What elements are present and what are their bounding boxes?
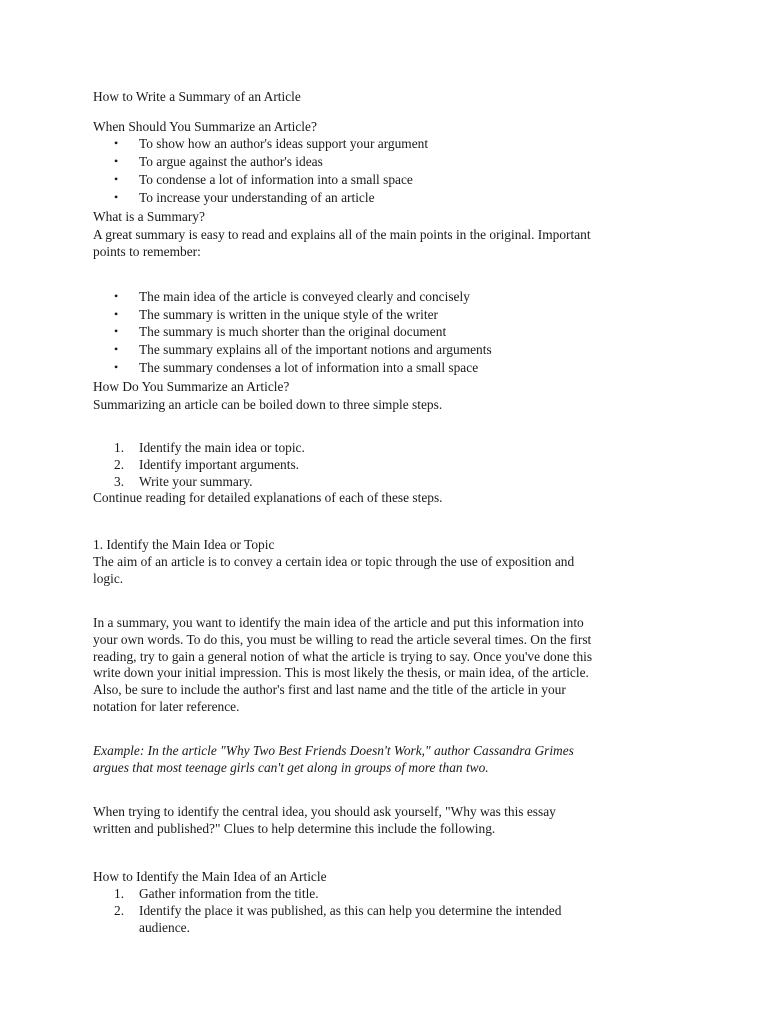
list-item: Identify the place it was published, as this can help you determine the intended [139, 903, 562, 918]
paragraph-line: reading, try to gain a general notion of what the article is trying to say. Once you've done this [93, 649, 593, 664]
list-item: Write your summary. [139, 474, 253, 489]
list-item: Gather information from the title. [139, 886, 319, 901]
bullet-icon: • [114, 342, 119, 356]
paragraph-line: notation for later reference. [93, 699, 240, 714]
list-item: The main idea of the article is conveyed clearly and concisely [139, 289, 470, 304]
list-number: 2. [114, 457, 125, 472]
bullet-icon: • [114, 307, 119, 321]
document-title: How to Write a Summary of an Article [93, 89, 301, 104]
paragraph-line: A great summary is easy to read and explains all of the main points in the original. Important [93, 227, 591, 242]
paragraph-line: Also, be sure to include the author's first and last name and the title of the article in your [93, 682, 566, 697]
list-item: The summary is much shorter than the original document [139, 324, 447, 339]
bullet-icon: • [114, 360, 119, 374]
section-heading-identify-main-idea: How to Identify the Main Idea of an Article [93, 869, 327, 884]
list-item: The summary condenses a lot of information into a small space [139, 360, 479, 375]
paragraph-line: points to remember: [93, 244, 201, 259]
list-item: To increase your understanding of an article [139, 190, 375, 205]
list-item: The summary explains all of the important notions and arguments [139, 342, 492, 357]
paragraph-line: your own words. To do this, you must be willing to read the article several times. On the first [93, 632, 592, 647]
list-item-continuation: audience. [139, 920, 190, 935]
section-heading-how: How Do You Summarize an Article? [93, 379, 290, 394]
list-number: 3. [114, 474, 125, 489]
bullet-icon: • [114, 136, 119, 150]
list-item: To condense a lot of information into a small space [139, 172, 413, 187]
paragraph-line: logic. [93, 571, 124, 586]
bullet-icon: • [114, 172, 119, 186]
example-line: Example: In the article "Why Two Best Friends Doesn't Work," author Cassandra Grimes [93, 743, 574, 758]
list-item: Identify the main idea or topic. [139, 440, 305, 455]
list-item: To show how an author's ideas support your argument [139, 136, 429, 151]
paragraph-line: written and published?" Clues to help determine this include the following. [93, 821, 496, 836]
paragraph-line: In a summary, you want to identify the main idea of the article and put this information into [93, 615, 584, 630]
list-number: 1. [114, 440, 125, 455]
bullet-icon: • [114, 154, 119, 168]
bullet-icon: • [114, 190, 119, 204]
list-item: To argue against the author's ideas [139, 154, 323, 169]
section-heading-what: What is a Summary? [93, 209, 205, 224]
section-heading-when: When Should You Summarize an Article? [93, 119, 317, 134]
section-heading-identify: 1. Identify the Main Idea or Topic [93, 537, 275, 552]
list-item: Identify important arguments. [139, 457, 300, 472]
example-line: argues that most teenage girls can't get along in groups of more than two. [93, 760, 489, 775]
list-number: 1. [114, 886, 125, 901]
paragraph-line: Summarizing an article can be boiled down to three simple steps. [93, 397, 443, 412]
list-number: 2. [114, 903, 125, 918]
paragraph-line: write down your initial impression. This is most likely the thesis, or main idea, of the article. [93, 665, 589, 680]
list-item: The summary is written in the unique style of the writer [139, 307, 438, 322]
bullet-icon: • [114, 324, 119, 338]
paragraph-line: The aim of an article is to convey a certain idea or topic through the use of exposition and [93, 554, 575, 569]
paragraph-line: When trying to identify the central idea, you should ask yourself, "Why was this essay [93, 804, 556, 819]
paragraph-line: Continue reading for detailed explanations of each of these steps. [93, 490, 443, 505]
bullet-icon: • [114, 289, 119, 303]
